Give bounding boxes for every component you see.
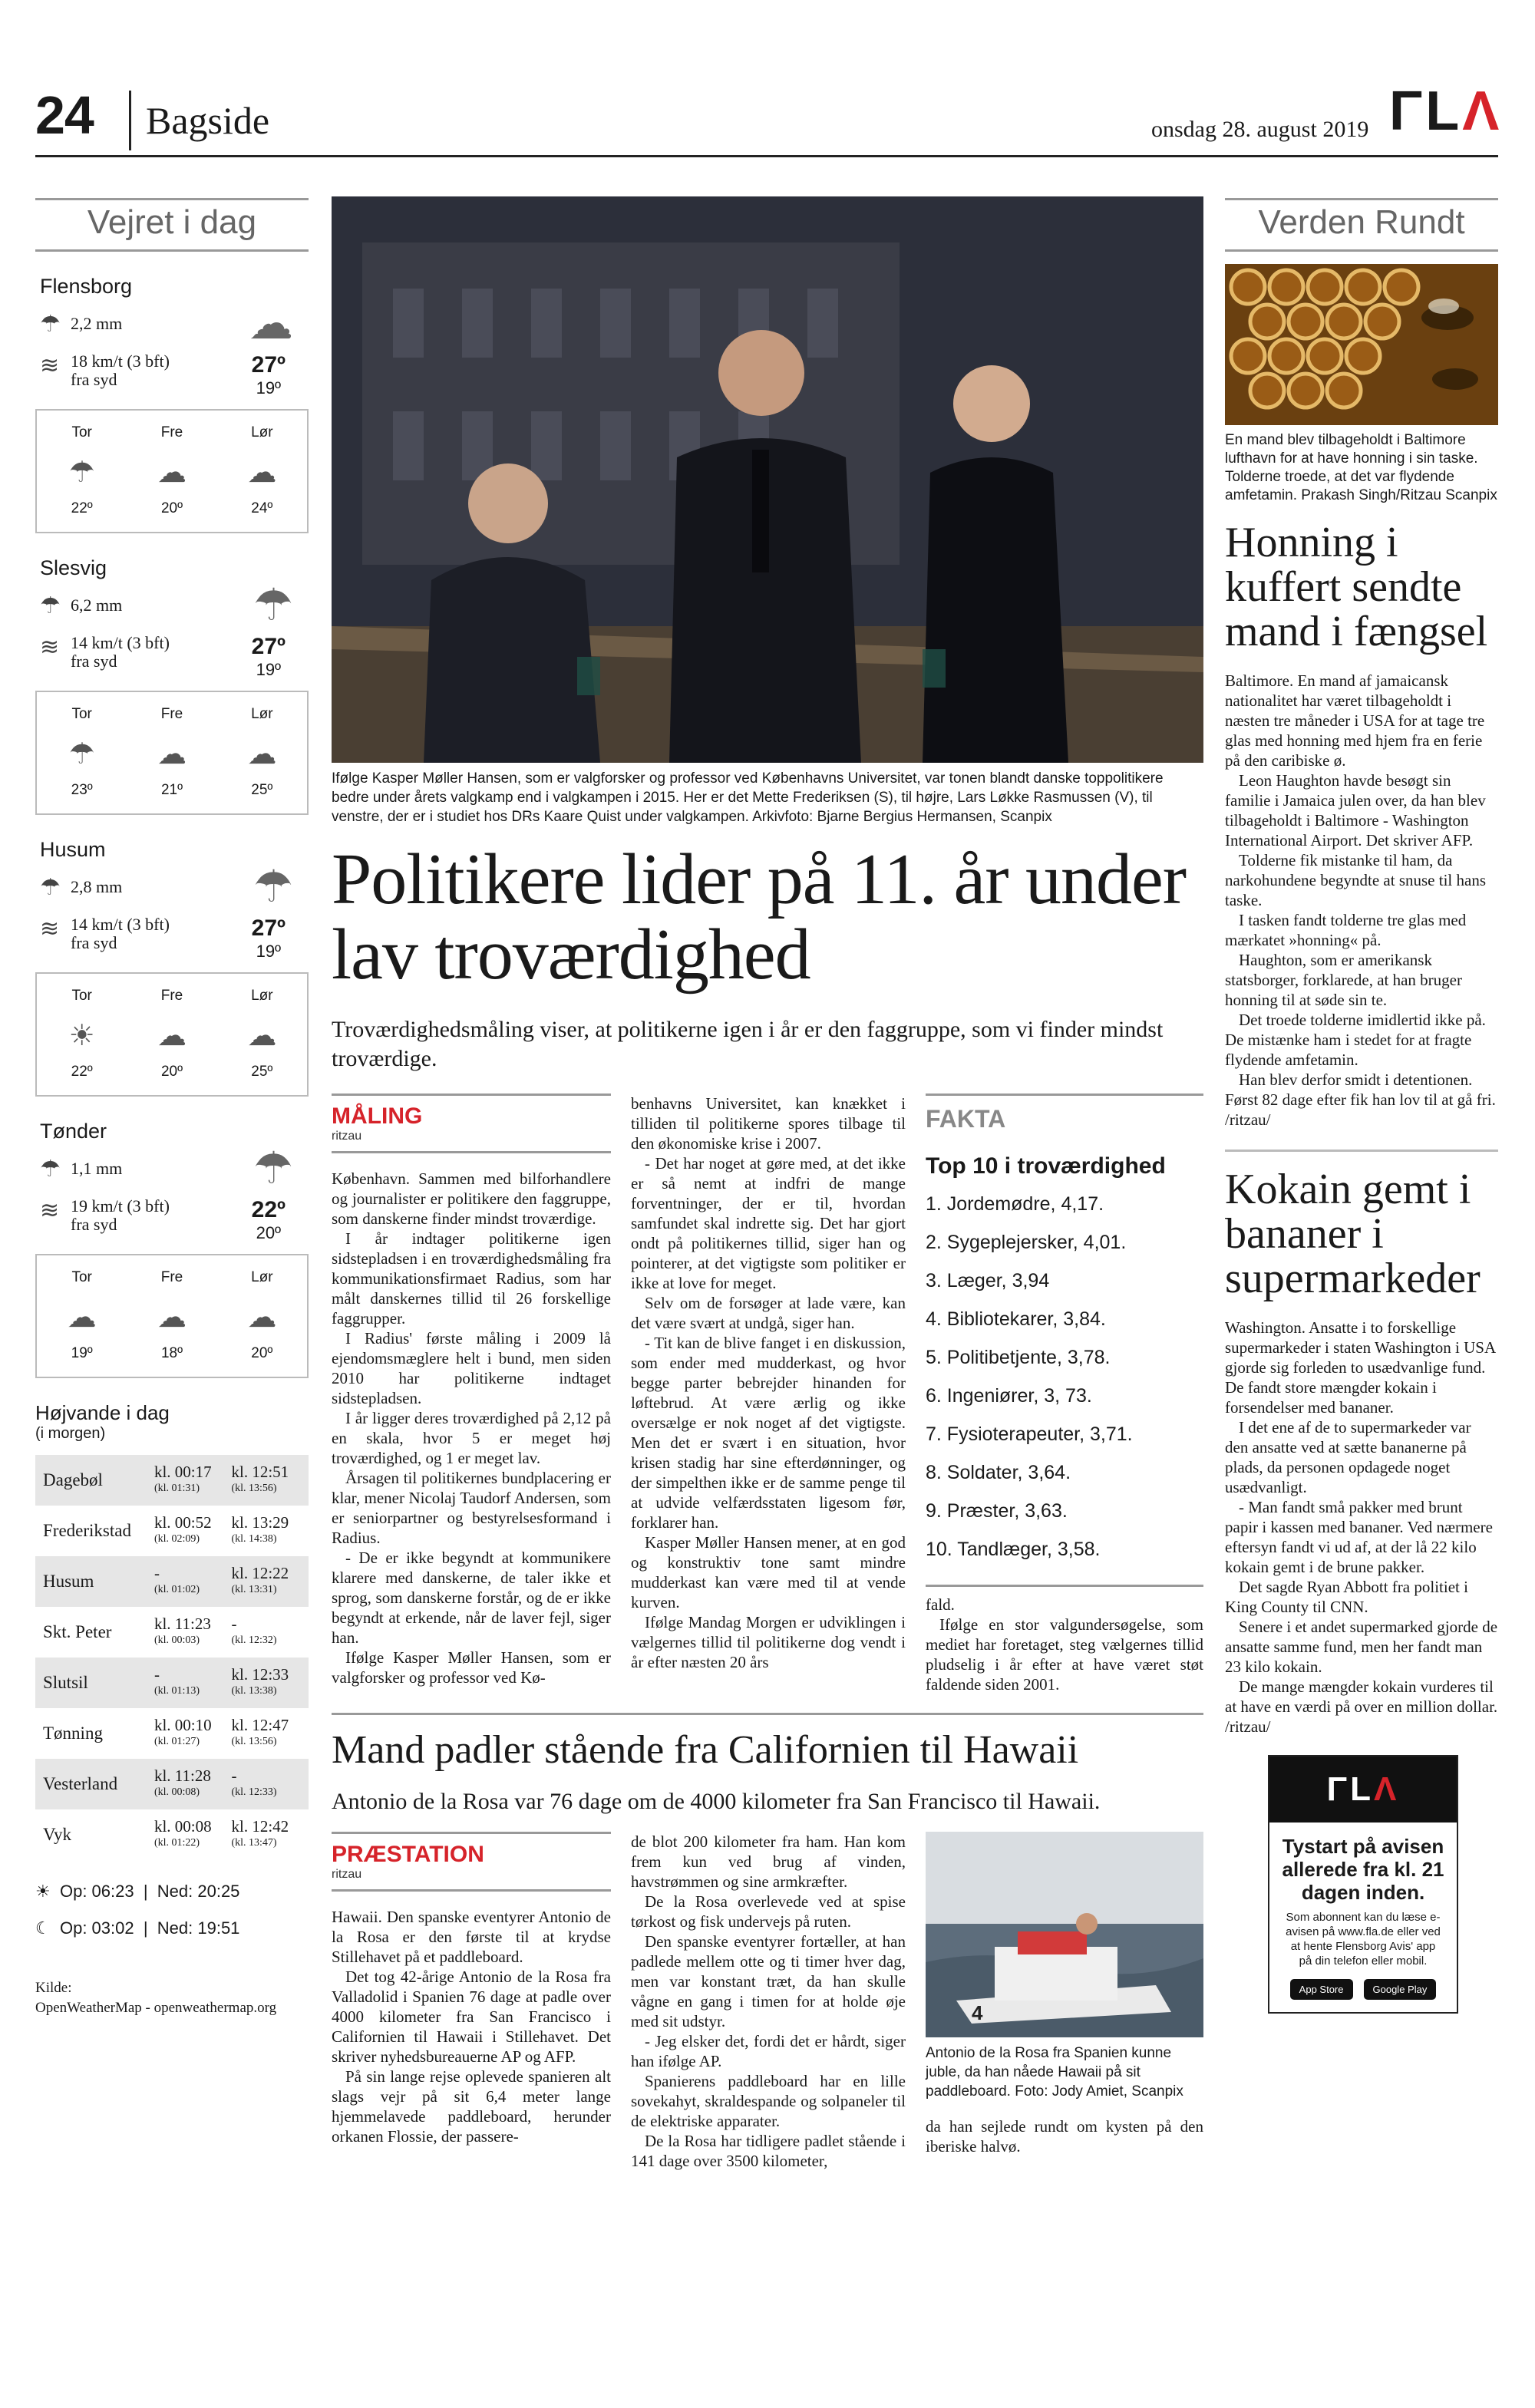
- paragraph: Senere i et andet supermarked gjorde de ansatte samme fund, men her fandt man 23 kilo kokain.: [1225, 1618, 1498, 1676]
- paragraph: - Det har noget at gøre med, at det ikke er så nemt at indfri de mange forventninger, der er til, hvordan samfundet skal indrette sig. Det har gjort ondt på politikernes tillid, siger han og pointerer, at det vigtigste som politiker er ikke at love for meget.: [631, 1154, 906, 1292]
- paragraph: Kasper Møller Hansen mener, at en god og konstruktiv tone samt mindre mudderkast kan være med til at vende kurven.: [631, 1533, 906, 1611]
- tide-time-2: kl. 12:33: [231, 1665, 289, 1684]
- article-tag: MÅLING: [332, 1093, 611, 1130]
- paragraph: - Jeg elsker det, fordi det er hårdt, siger han ifølge AP.: [631, 2032, 906, 2070]
- paragraph: De la Rosa har tidligere padlet stående i 141 dage over 3500 kilometer,: [631, 2132, 906, 2170]
- story2-headline: Mand padler stående fra Californien til Hawaii: [332, 1728, 1079, 1772]
- forecast-temp: 22º: [71, 500, 93, 516]
- forecast-day-name: Lør: [251, 1269, 273, 1285]
- svg-text:4: 4: [972, 2001, 983, 2024]
- source-label: Kilde:: [35, 1980, 72, 1996]
- tide-row: [35, 1556, 309, 1607]
- forecast-day-name: Tor: [71, 1269, 92, 1285]
- city-current: [35, 580, 309, 679]
- rain-cloud-icon: ☂: [253, 862, 293, 912]
- lead-article-columns: [332, 1093, 1203, 1694]
- tide-time-2: kl. 13:29: [231, 1513, 289, 1532]
- page-number: 24: [35, 85, 94, 145]
- sun-moon-times: ☀ Op: 06:23 | Ned: 20:25 ☾ Op: 03:02 | Ned: 19:51: [35, 1882, 240, 1938]
- sunrise: Op: 06:23: [59, 1882, 134, 1901]
- tide-row: [35, 1759, 309, 1809]
- rain-amount: 1,1 mm: [71, 1159, 123, 1178]
- honeycomb-illustration: [1225, 264, 1498, 425]
- world-title: Verden Rundt: [1225, 198, 1498, 252]
- tides-table: [35, 1455, 309, 1860]
- story2-body-1: [332, 1907, 611, 2146]
- forecast-temp: 21º: [160, 782, 183, 798]
- forecast-day: [37, 974, 127, 1095]
- tide-time-1-next: (kl. 01:27): [154, 1736, 200, 1747]
- umbrella-icon: ☂: [40, 312, 61, 337]
- wind-speed: 18 km/t (3 bft): [71, 351, 170, 371]
- wind-direction: fra syd: [71, 1215, 117, 1234]
- tide-time-1: kl. 00:17: [154, 1463, 212, 1481]
- tide-row: [35, 1708, 309, 1759]
- forecast-temp: 23º: [71, 782, 93, 798]
- cloud-icon: ☁: [67, 1301, 97, 1334]
- paragraph: - Man fandt små pakker med brunt papir i kassen med bananer. Ved nærmere eftersyn fandt vi ud af, at der lå 22 kilo kokain gemt i de brune pakker.: [1225, 1498, 1493, 1576]
- forecast-temp: 18º: [160, 1345, 183, 1361]
- facts-box: [926, 1093, 1203, 1577]
- tide-time-1-next: (kl. 01:13): [154, 1685, 200, 1697]
- world-story2-headline: Kokain gemt i bananer i supermarkeder: [1225, 1166, 1481, 1302]
- city-name: Flensborg: [40, 275, 133, 298]
- rain-amount: 6,2 mm: [71, 595, 123, 615]
- tide-row: [35, 1809, 309, 1860]
- fact-item: 1. Jordemødre, 4,17.: [926, 1193, 1104, 1215]
- paragraph: Årsagen til politikernes bundplacering er klar, mener Nicolaj Taudorf Andersen, som er seniorpartner og bestyrelsesformand i Radius.: [332, 1469, 611, 1547]
- promo-box: [1268, 1755, 1458, 2014]
- tide-time-2-next: (kl. 14:38): [231, 1533, 277, 1545]
- article-col-3: [926, 1093, 1203, 1694]
- low-temperature: 19º: [256, 660, 282, 679]
- tide-time-2: kl. 12:22: [231, 1564, 289, 1582]
- forecast-temp: 25º: [251, 1064, 273, 1080]
- tide-time-2-next: (kl. 13:31): [231, 1584, 277, 1595]
- paragraph: De mange mængder kokain vurderes til at have en værdi på over en million dollar. /ritzau/: [1225, 1677, 1498, 1736]
- wind-icon: ≋: [40, 635, 60, 660]
- fact-item: 9. Præster, 3,63.: [926, 1500, 1068, 1522]
- low-temperature: 19º: [256, 378, 282, 397]
- story2-body-3: [926, 2116, 1203, 2156]
- forecast-day: [127, 1255, 216, 1377]
- lead-lede: Troværdighedsmåling viser, at politikerne igen i år er den faggruppe, som vi finder mindst troværdige.: [332, 1017, 1164, 1071]
- paragraph: Han blev derfor smidt i detentionen. Først 82 dage efter fik han lov til at gå fri. /ritzau/: [1225, 1070, 1496, 1129]
- fact-item: 10. Tandlæger, 3,58.: [926, 1539, 1101, 1560]
- article-body-2: [631, 1093, 906, 1672]
- wind-direction: fra syd: [71, 370, 117, 389]
- promo-logo: [1269, 1757, 1457, 1822]
- article-tag-source: ritzau: [332, 1130, 611, 1153]
- high-temperature: 27º: [251, 915, 286, 941]
- tide-place: Vyk: [43, 1825, 72, 1844]
- facts-rule: [926, 1585, 1203, 1587]
- lead-photo-caption: Ifølge Kasper Møller Hansen, som er valgforsker og professor ved Københavns Universitet, var tonen blandt danske toppolitikere bedre under årets valgkamp end i valgkampen i 2015. Her er det Mette Frederiksen (S), til højre, Lars Løkke Rasmussen (V), til venstre, der er i studiet hos DRs Kaare Quist under valgkampen. Arkivfoto: Bjarne Bergius Hermansen, Scanpix: [332, 770, 1164, 825]
- tide-time-1-next: (kl. 01:02): [154, 1584, 200, 1595]
- fact-item: 8. Soldater, 3,64.: [926, 1462, 1071, 1483]
- world-story1-headline: Honning i kuffert sendte mand i fængsel: [1225, 519, 1488, 655]
- tide-time-1-next: (kl. 00:03): [154, 1634, 200, 1646]
- paragraph: Spanierens paddleboard har en lille sovekahyt, skraldespande og solpaneler til de elektriske apparater.: [631, 2072, 906, 2130]
- city-weather: [35, 1120, 309, 1378]
- story2-tag: PRÆSTATION: [332, 1832, 611, 1868]
- paragraph: Ifølge Kasper Møller Hansen, som er valgforsker og professor ved Kø-: [332, 1648, 611, 1687]
- weather-column: [35, 198, 309, 2018]
- tide-place: Frederikstad: [43, 1521, 131, 1540]
- tide-time-2-next: (kl. 12:32): [231, 1634, 277, 1646]
- tide-place: Vesterland: [43, 1774, 118, 1793]
- city-name: Slesvig: [40, 556, 107, 579]
- forecast-day: [37, 692, 127, 813]
- sun-icon: ☀: [68, 1020, 95, 1052]
- moon-icon: ☾: [35, 1918, 51, 1938]
- tide-time-2: kl. 12:51: [231, 1463, 289, 1481]
- issue-date: onsdag 28. august 2019: [1151, 117, 1369, 142]
- paragraph: - Tit kan de blive fanget i en diskussion, som ender med mudderkast, og hvor begge parter bebrejder hinanden for løftebrud. At være ærlig og ikke oversælge er nok noget af det vigtigste. Men det er svært i en situation, hvor krisen stadig har sine efterdønninger, og der simpelthen ikke er de samme penge til at udvide velfærdsstaten ligesom før, forklarer han.: [631, 1334, 906, 1532]
- city-current: [35, 862, 309, 961]
- forecast-day: [127, 692, 216, 813]
- forecast-box: [35, 1254, 309, 1378]
- tide-time-2: kl. 12:42: [231, 1817, 289, 1836]
- paddleboard-caption: Antonio de la Rosa fra Spanien kunne juble, da han nåede Hawaii på sit paddleboard. Foto: Jody Amiet, Scanpix: [926, 2045, 1183, 2100]
- story2-lede: Antonio de la Rosa var 76 dage om de 4000 kilometer fra San Francisco til Hawaii.: [332, 1789, 1101, 1814]
- header-separator: [129, 91, 131, 150]
- paragraph: Det sagde Ryan Abbott fra politiet i King County til CNN.: [1225, 1578, 1468, 1616]
- paragraph: Det troede tolderne imidlertid ikke på. De mistænke ham i stedet for at fragte flydende amfetamin.: [1225, 1011, 1486, 1069]
- tide-row: [35, 1506, 309, 1556]
- rain-cloud-icon: ☂: [68, 457, 95, 489]
- paragraph: benhavns Universitet, kan knækket i tilliden til politikerne spores tilbage til den økonomiske krise i 2007.: [631, 1094, 906, 1153]
- city-weather: [35, 275, 309, 533]
- cloud-icon: ☁: [249, 299, 293, 348]
- moonset: Ned: 19:51: [157, 1918, 240, 1938]
- city-weather: [35, 556, 309, 815]
- forecast-day-name: Lør: [251, 988, 273, 1004]
- world-story1-body: [1225, 671, 1498, 1130]
- tide-row: [35, 1455, 309, 1506]
- forecast-day-name: Fre: [160, 988, 183, 1004]
- umbrella-icon: ☂: [40, 875, 61, 900]
- cloud-icon: ☁: [247, 738, 277, 770]
- logo-accent: Λ: [1462, 81, 1503, 142]
- tide-time-2-next: (kl. 13:47): [231, 1837, 277, 1849]
- paragraph: Haughton, som er amerikansk statsborger, forklarede, at han bruger honning til at søde sin te.: [1225, 951, 1462, 1009]
- tide-time-1: kl. 11:28: [154, 1766, 211, 1785]
- forecast-temp: 25º: [251, 782, 273, 798]
- world-story2-body: [1225, 1318, 1498, 1737]
- forecast-box: [35, 972, 309, 1097]
- rain-amount: 2,8 mm: [71, 877, 123, 896]
- tide-place: Tønning: [43, 1724, 103, 1743]
- facts-list: [926, 1193, 1203, 1577]
- rain-cloud-icon: ☂: [253, 1143, 293, 1193]
- cloud-icon: ☁: [247, 1301, 277, 1334]
- story2-columns: [332, 1832, 1203, 2171]
- app-store-badge[interactable]: App Store: [1290, 1979, 1353, 2000]
- paragraph: Hawaii. Den spanske eventyrer Antonio de la Rosa er den første til at krydse Stillehavet på et paddleboard.: [332, 1908, 611, 1966]
- paragraph: Den spanske eventyrer fortæller, at han padlede mellem otte og ti timer hver dag, men var konstant træt, da han skulle vågne en gang i timen for at holde øje med sit udstyr.: [631, 1932, 906, 2030]
- wind-speed: 14 km/t (3 bft): [71, 915, 170, 934]
- cloud-icon: ☁: [157, 1020, 187, 1052]
- studio-photo-illustration: [332, 196, 1203, 763]
- moonrise: Op: 03:02: [59, 1918, 134, 1938]
- article-col-1: [332, 1093, 611, 1694]
- forecast-box: [35, 409, 309, 533]
- promo-headline: Tystart på avisen allerede fra kl. 21 dagen inden.: [1282, 1835, 1444, 1904]
- weather-cities: [35, 275, 309, 1378]
- paddleboard-photo-illustration: [926, 1832, 1203, 2037]
- paragraph: I år ligger deres troværdighed på 2,12 på en skala, hvor 5 er meget høj troværdighed, og 1 er meget lav.: [332, 1409, 611, 1467]
- story2-col-2: [631, 1832, 906, 2171]
- honeycomb-photo: [1225, 264, 1498, 425]
- tide-time-2: -: [231, 1615, 237, 1633]
- paddleboard-photo: [926, 1832, 1203, 2037]
- tide-place: Husum: [43, 1572, 94, 1591]
- forecast-day: [127, 974, 216, 1095]
- forecast-temp: 22º: [71, 1064, 93, 1080]
- story2-body-2: [631, 1832, 906, 2171]
- promo-text: Som abonnent kan du læse e-avisen på www.fla.de eller ved at hente Flensborg Avis' app på din telefon eller mobil.: [1286, 1911, 1441, 1968]
- rain-cloud-icon: ☂: [68, 738, 95, 770]
- tide-place: Skt. Peter: [43, 1622, 112, 1641]
- promo-logo-text: ΓL: [1326, 1770, 1374, 1808]
- paragraph: København. Sammen med bilforhandlere og journalister er politikere den faggruppe, som danskerne finder mindst troværdige.: [332, 1169, 611, 1228]
- tide-place: Slutsil: [43, 1673, 88, 1692]
- story2-col-3: [926, 1832, 1203, 2171]
- article-col-2: [631, 1093, 906, 1694]
- tide-row: [35, 1607, 309, 1658]
- city-weather: [35, 838, 309, 1097]
- right-column: [1225, 198, 1498, 2014]
- wind-speed: 19 km/t (3 bft): [71, 1196, 170, 1216]
- forecast-day-name: Fre: [160, 706, 183, 722]
- source-text: OpenWeatherMap - openweathermap.org: [35, 2000, 277, 2016]
- paragraph: da han sejlede rundt om kysten på den iberiske halvø.: [926, 2117, 1203, 2156]
- lead-headline: Politikere lider på 11. år under lav troværdighed: [332, 840, 1187, 995]
- city-name: Husum: [40, 838, 106, 861]
- forecast-day: [127, 411, 216, 532]
- tide-time-2-next: (kl. 13:38): [231, 1685, 277, 1697]
- article-body-3: [926, 1595, 1203, 1694]
- forecast-day: [37, 411, 127, 532]
- tide-place: Dagebøl: [43, 1470, 103, 1489]
- forecast-temp: 20º: [251, 1345, 273, 1361]
- promo-logo-accent: Λ: [1373, 1770, 1400, 1808]
- forecast-day: [217, 411, 307, 532]
- paragraph: Tolderne fik mistanke til ham, da narkohundene begyndte at snuse til hans taske.: [1225, 851, 1486, 909]
- forecast-day: [217, 692, 307, 813]
- sun-icon: ☀: [35, 1882, 51, 1901]
- article-body-1: [332, 1169, 611, 1687]
- paragraph: På sin lange rejse oplevede spanieren alt slags vejr på sit 6,4 meter lange hjemmelavede paddleboard, herunder orkanen Flossie, der passere-: [332, 2067, 611, 2146]
- tide-time-1-next: (kl. 00:08): [154, 1786, 200, 1798]
- logo-text: ΓL: [1389, 81, 1463, 142]
- cloud-icon: ☁: [157, 457, 187, 489]
- world-divider: [1225, 1150, 1498, 1152]
- paragraph: de blot 200 kilometer fra ham. Han kom frem kun ved brug af vinden, havstrømmen og sine armkræfter.: [631, 1832, 906, 1891]
- forecast-day: [217, 1255, 307, 1377]
- tide-row: [35, 1658, 309, 1708]
- weather-title: Vejret i dag: [35, 198, 309, 252]
- umbrella-icon: ☂: [40, 1156, 61, 1182]
- tide-time-2: -: [231, 1766, 237, 1785]
- forecast-day-name: Tor: [71, 424, 92, 440]
- wind-speed: 14 km/t (3 bft): [71, 633, 170, 652]
- tide-time-2: kl. 12:47: [231, 1716, 289, 1734]
- lead-photo: [332, 196, 1203, 763]
- forecast-day-name: Fre: [160, 424, 183, 440]
- tide-time-1-next: (kl. 02:09): [154, 1533, 200, 1545]
- paragraph: De la Rosa overlevede ved at spise tørkost og fisk undervejs på ruten.: [631, 1892, 906, 1931]
- paragraph: Det tog 42-årige Antonio de la Rosa fra Valladolid i Spanien 76 dage at padle over 4000 kilometer fra San Francisco i Californien til Hawaii i Stillehavet. Det skriver nyhedsbureauerne AP og AFP.: [332, 1968, 611, 2066]
- facts-subtitle: Top 10 i troværdighed: [926, 1153, 1166, 1179]
- tide-time-1: kl. 11:23: [154, 1615, 211, 1633]
- paragraph: Leon Haughton havde besøgt sin familie i Jamaica julen over, da han blev tilbageholdt i Baltimore - Washington International Airport. Det skriver AFP.: [1225, 771, 1486, 849]
- wind-direction: fra syd: [71, 933, 117, 952]
- high-temperature: 27º: [251, 352, 286, 378]
- main-column: [332, 196, 1203, 2171]
- high-temperature: 22º: [251, 1197, 286, 1222]
- tides-subtitle: (i morgen): [35, 1425, 106, 1442]
- paragraph: Ifølge Mandag Morgen er udviklingen i vælgernes tillid til politikerne dog vendt i år efter næsten 20 års: [631, 1613, 906, 1671]
- fact-item: 7. Fysioterapeuter, 3,71.: [926, 1423, 1133, 1445]
- sunset: Ned: 20:25: [157, 1882, 240, 1901]
- cloud-icon: ☁: [157, 738, 187, 770]
- tide-time-1-next: (kl. 01:22): [154, 1837, 200, 1849]
- low-temperature: 19º: [256, 942, 282, 961]
- tide-time-1-next: (kl. 01:31): [154, 1483, 200, 1494]
- fact-item: 3. Læger, 3,94: [926, 1270, 1050, 1291]
- forecast-temp: 20º: [160, 1064, 183, 1080]
- forecast-day-name: Lør: [251, 706, 273, 722]
- tide-time-1: -: [154, 1564, 160, 1582]
- forecast-temp: 24º: [251, 500, 273, 516]
- cloud-icon: ☁: [247, 457, 277, 489]
- paragraph: - De er ikke begyndt at kommunikere klarere med danskerne, de taler ikke et sprog, som danskerne forstår, og de er ikke begyndt at erkende, når de laver fejl, siger han.: [332, 1549, 611, 1647]
- tide-time-2-next: (kl. 12:33): [231, 1786, 277, 1798]
- wind-icon: ≋: [40, 353, 60, 378]
- section-name: Bagside: [146, 99, 270, 142]
- forecast-day: [37, 1255, 127, 1377]
- tides-title: Højvande i dag: [35, 1401, 170, 1424]
- tide-time-2-next: (kl. 13:56): [231, 1483, 277, 1494]
- paragraph: I år indtager politikerne igen sidstepladsen i en troværdighedsmåling fra kommunikationsfirmaet Radius, som har målt danskernes tillid til 26 forskellige faggrupper.: [332, 1229, 611, 1328]
- fact-item: 6. Ingeniører, 3, 73.: [926, 1385, 1092, 1407]
- forecast-day-name: Tor: [71, 706, 92, 722]
- fact-item: 4. Bibliotekarer, 3,84.: [926, 1308, 1106, 1330]
- wind-icon: ≋: [40, 1198, 60, 1223]
- app-badges: [1269, 1979, 1457, 2000]
- story2-col-1: [332, 1832, 611, 2171]
- tide-time-1: kl. 00:52: [154, 1513, 212, 1532]
- forecast-temp: 19º: [71, 1345, 93, 1361]
- facts-title: FAKTA: [926, 1093, 1203, 1149]
- story2-top-rule: [332, 1713, 1203, 1715]
- wind-direction: fra syd: [71, 651, 117, 671]
- forecast-day: [217, 974, 307, 1095]
- forecast-day-name: Tor: [71, 988, 92, 1004]
- rain-cloud-icon: ☂: [253, 580, 293, 630]
- wind-icon: ≋: [40, 916, 60, 942]
- story2-tag-source: ritzau: [332, 1868, 611, 1892]
- cloud-icon: ☁: [157, 1301, 187, 1334]
- forecast-box: [35, 691, 309, 815]
- tide-time-2-next: (kl. 13:56): [231, 1736, 277, 1747]
- forecast-day-name: Lør: [251, 424, 273, 440]
- google-play-badge[interactable]: Google Play: [1364, 1979, 1437, 2000]
- paragraph: I Radius' første måling i 2009 lå ejendomsmæglere helt i bund, men siden 2010 har politikerne indtaget sidstepladsen.: [332, 1329, 611, 1407]
- paragraph: I tasken fandt tolderne tre glas med mærkatet »honning« på.: [1225, 911, 1467, 949]
- low-temperature: 20º: [256, 1223, 282, 1242]
- weather-source: [35, 1978, 309, 2018]
- cloud-icon: ☁: [247, 1020, 277, 1052]
- tide-time-1: -: [154, 1665, 160, 1684]
- umbrella-icon: ☂: [40, 593, 61, 618]
- paragraph: Ifølge en stor valgundersøgelse, som mediet har foretaget, steg vælgernes tillid pludselig i år efter at have været støt faldende siden 2001.: [926, 1615, 1203, 1694]
- header-rule: [35, 155, 1498, 157]
- paragraph: Baltimore. En mand af jamaicansk nationalitet har været tilbageholdt i næsten tre måneder i USA for at tage tre glas med honning med hjem fra en ferie på den caribiske ø.: [1225, 671, 1485, 770]
- city-name: Tønder: [40, 1120, 107, 1143]
- paragraph: Washington. Ansatte i to forskellige supermarkeder i staten Washington i USA gjorde sig forleden to usædvanlige fund. De fandt store mængder kokain i forsendelser med bananer.: [1225, 1318, 1495, 1417]
- paragraph: fald.: [926, 1595, 955, 1614]
- tide-time-1: kl. 00:10: [154, 1716, 212, 1734]
- newspaper-logo: [1389, 80, 1502, 143]
- paragraph: I det ene af de to supermarkeder var den ansatte ved at sætte bananerne på plads, da personen opdagede noget usædvanligt.: [1225, 1418, 1471, 1496]
- honeycomb-caption: En mand blev tilbageholdt i Baltimore lufthavn for at have honning i sin taske. Tolderne troede, at det var flydende amfetamin. Prakash Singh/Ritzau Scanpix: [1225, 432, 1497, 503]
- high-temperature: 27º: [251, 634, 286, 659]
- tide-time-1: kl. 00:08: [154, 1817, 212, 1836]
- rain-amount: 2,2 mm: [71, 314, 123, 333]
- paragraph: Selv om de forsøger at lade være, kan det være svært at undgå, siger han.: [631, 1294, 906, 1332]
- forecast-temp: 20º: [160, 500, 183, 516]
- city-current: [35, 1143, 309, 1242]
- fact-item: 2. Sygeplejersker, 4,01.: [926, 1232, 1127, 1253]
- fact-item: 5. Politibetjente, 3,78.: [926, 1347, 1111, 1368]
- forecast-day-name: Fre: [160, 1269, 183, 1285]
- city-current: [35, 299, 309, 397]
